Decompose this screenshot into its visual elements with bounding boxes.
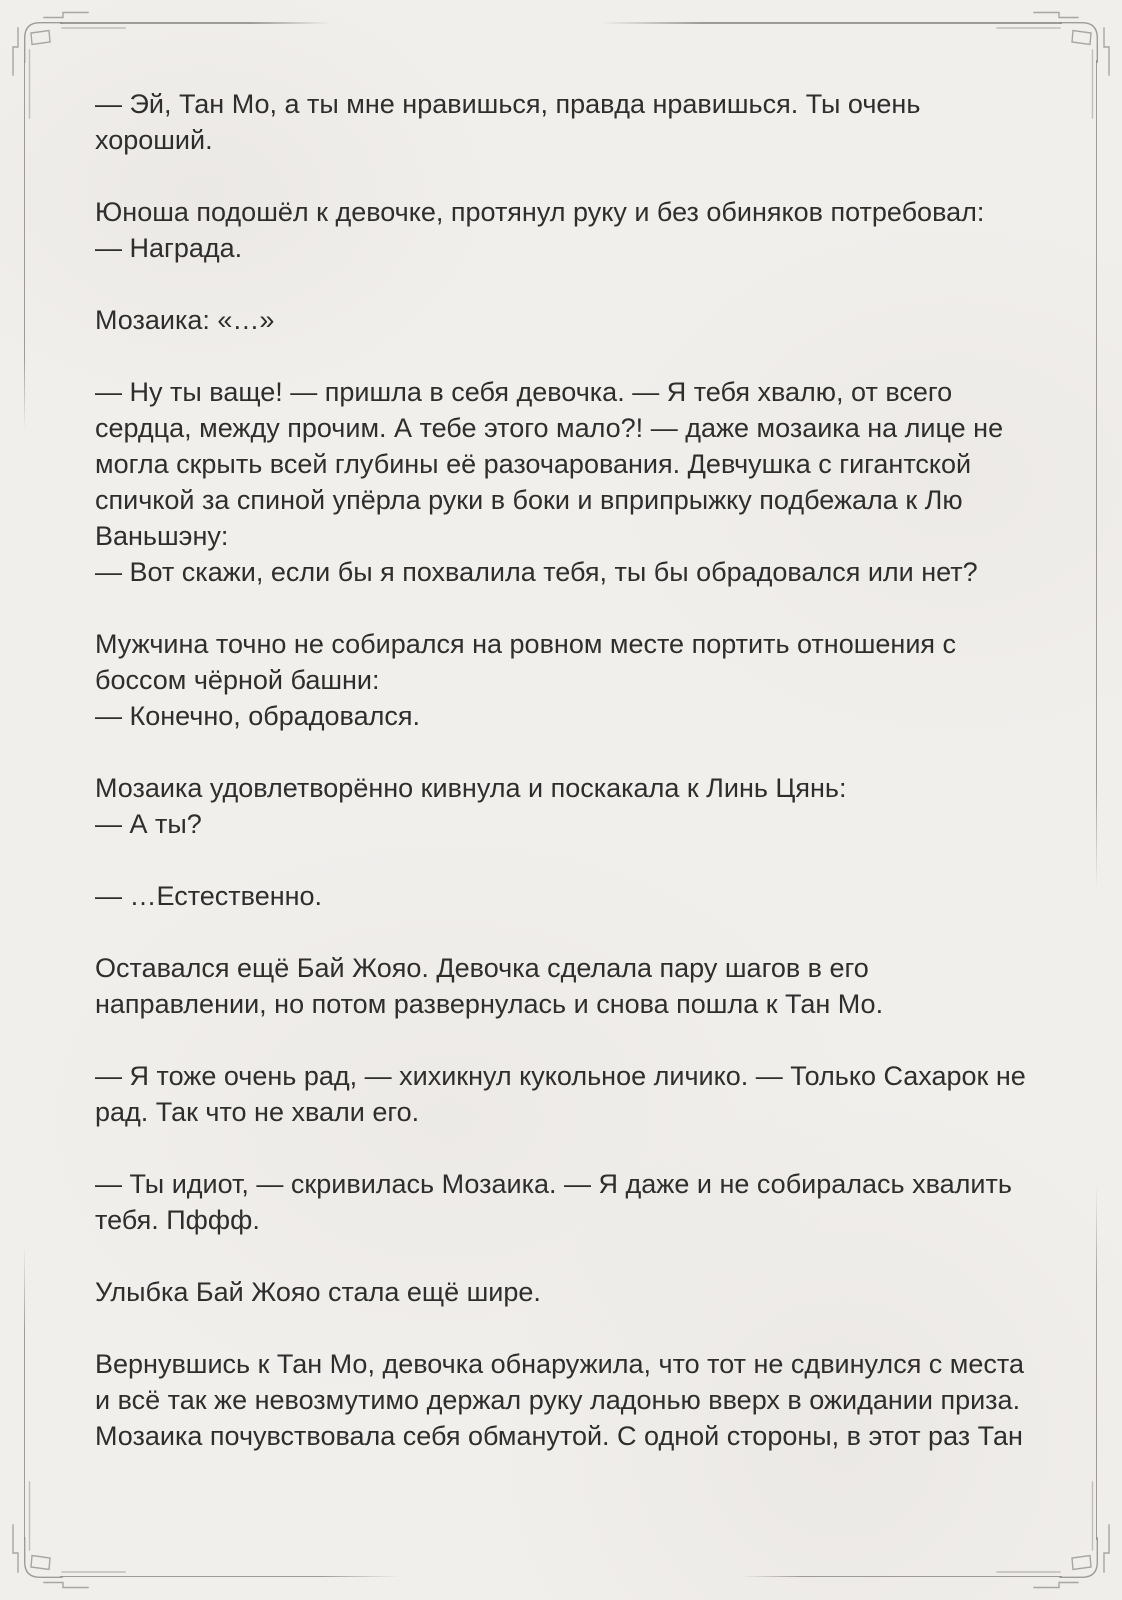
page-border-left <box>24 60 25 1540</box>
paragraph: Мужчина точно не собирался на ровном месте портить отношения с боссом чёрной башни: — Конечно, обрадовался. <box>95 629 957 731</box>
paragraph: Оставался ещё Бай Жояо. Девочка сделала пару шагов в его направлении, но потом развернулась и снова пошла к Тан Мо. <box>95 953 884 1019</box>
paragraph: — Ты идиот, — скривилась Мозаика. — Я даже и не собиралась хвалить тебя. Пффф. <box>95 1169 1012 1235</box>
paragraph: — …Естественно. <box>95 881 323 911</box>
page-border-top <box>60 22 1062 23</box>
paragraph: Улыбка Бай Жояо стала ещё шире. <box>95 1277 541 1307</box>
page-border-right <box>1096 60 1097 1540</box>
paragraph: Мозаика удовлетворённо кивнула и поскакала к Линь Цянь: — А ты? <box>95 773 847 839</box>
paragraph: — Ну ты ваще! — пришла в себя девочка. — Я тебя хвалю, от всего сердца, между прочим. А тебе этого мало?! — даже мозаика на лице не могла скрыть всей глубины её разочарования. Девчушка с гигантской спичкой за спиной упёрла руки в боки и вприпрыжку подбежала к Лю Ваньшэну: — Вот скажи, если бы я похвалила тебя, ты бы обрадовался или нет? <box>95 377 1004 587</box>
page-border-bottom <box>60 1576 1062 1577</box>
paragraph: — Я тоже очень рад, — хихикнул кукольное личико. — Только Сахарок не рад. Так что не хвали его. <box>95 1061 1026 1127</box>
paragraph: Мозаика: «…» <box>95 305 275 335</box>
book-text-block <box>95 86 1031 1490</box>
paragraph: Юноша подошёл к девочке, протянул руку и без обиняков потребовал: — Награда. <box>95 197 985 263</box>
paragraph: — Эй, Тан Мо, а ты мне нравишься, правда нравишься. Ты очень хороший. <box>95 89 921 155</box>
paragraph: Вернувшись к Тан Мо, девочка обнаружила, что тот не сдвинулся с места и всё так же невозмутимо держал руку ладонью вверх в ожидании приза. Мозаика почувствовала себя обманутой. С одной стороны, в этот раз Тан <box>95 1349 1024 1451</box>
